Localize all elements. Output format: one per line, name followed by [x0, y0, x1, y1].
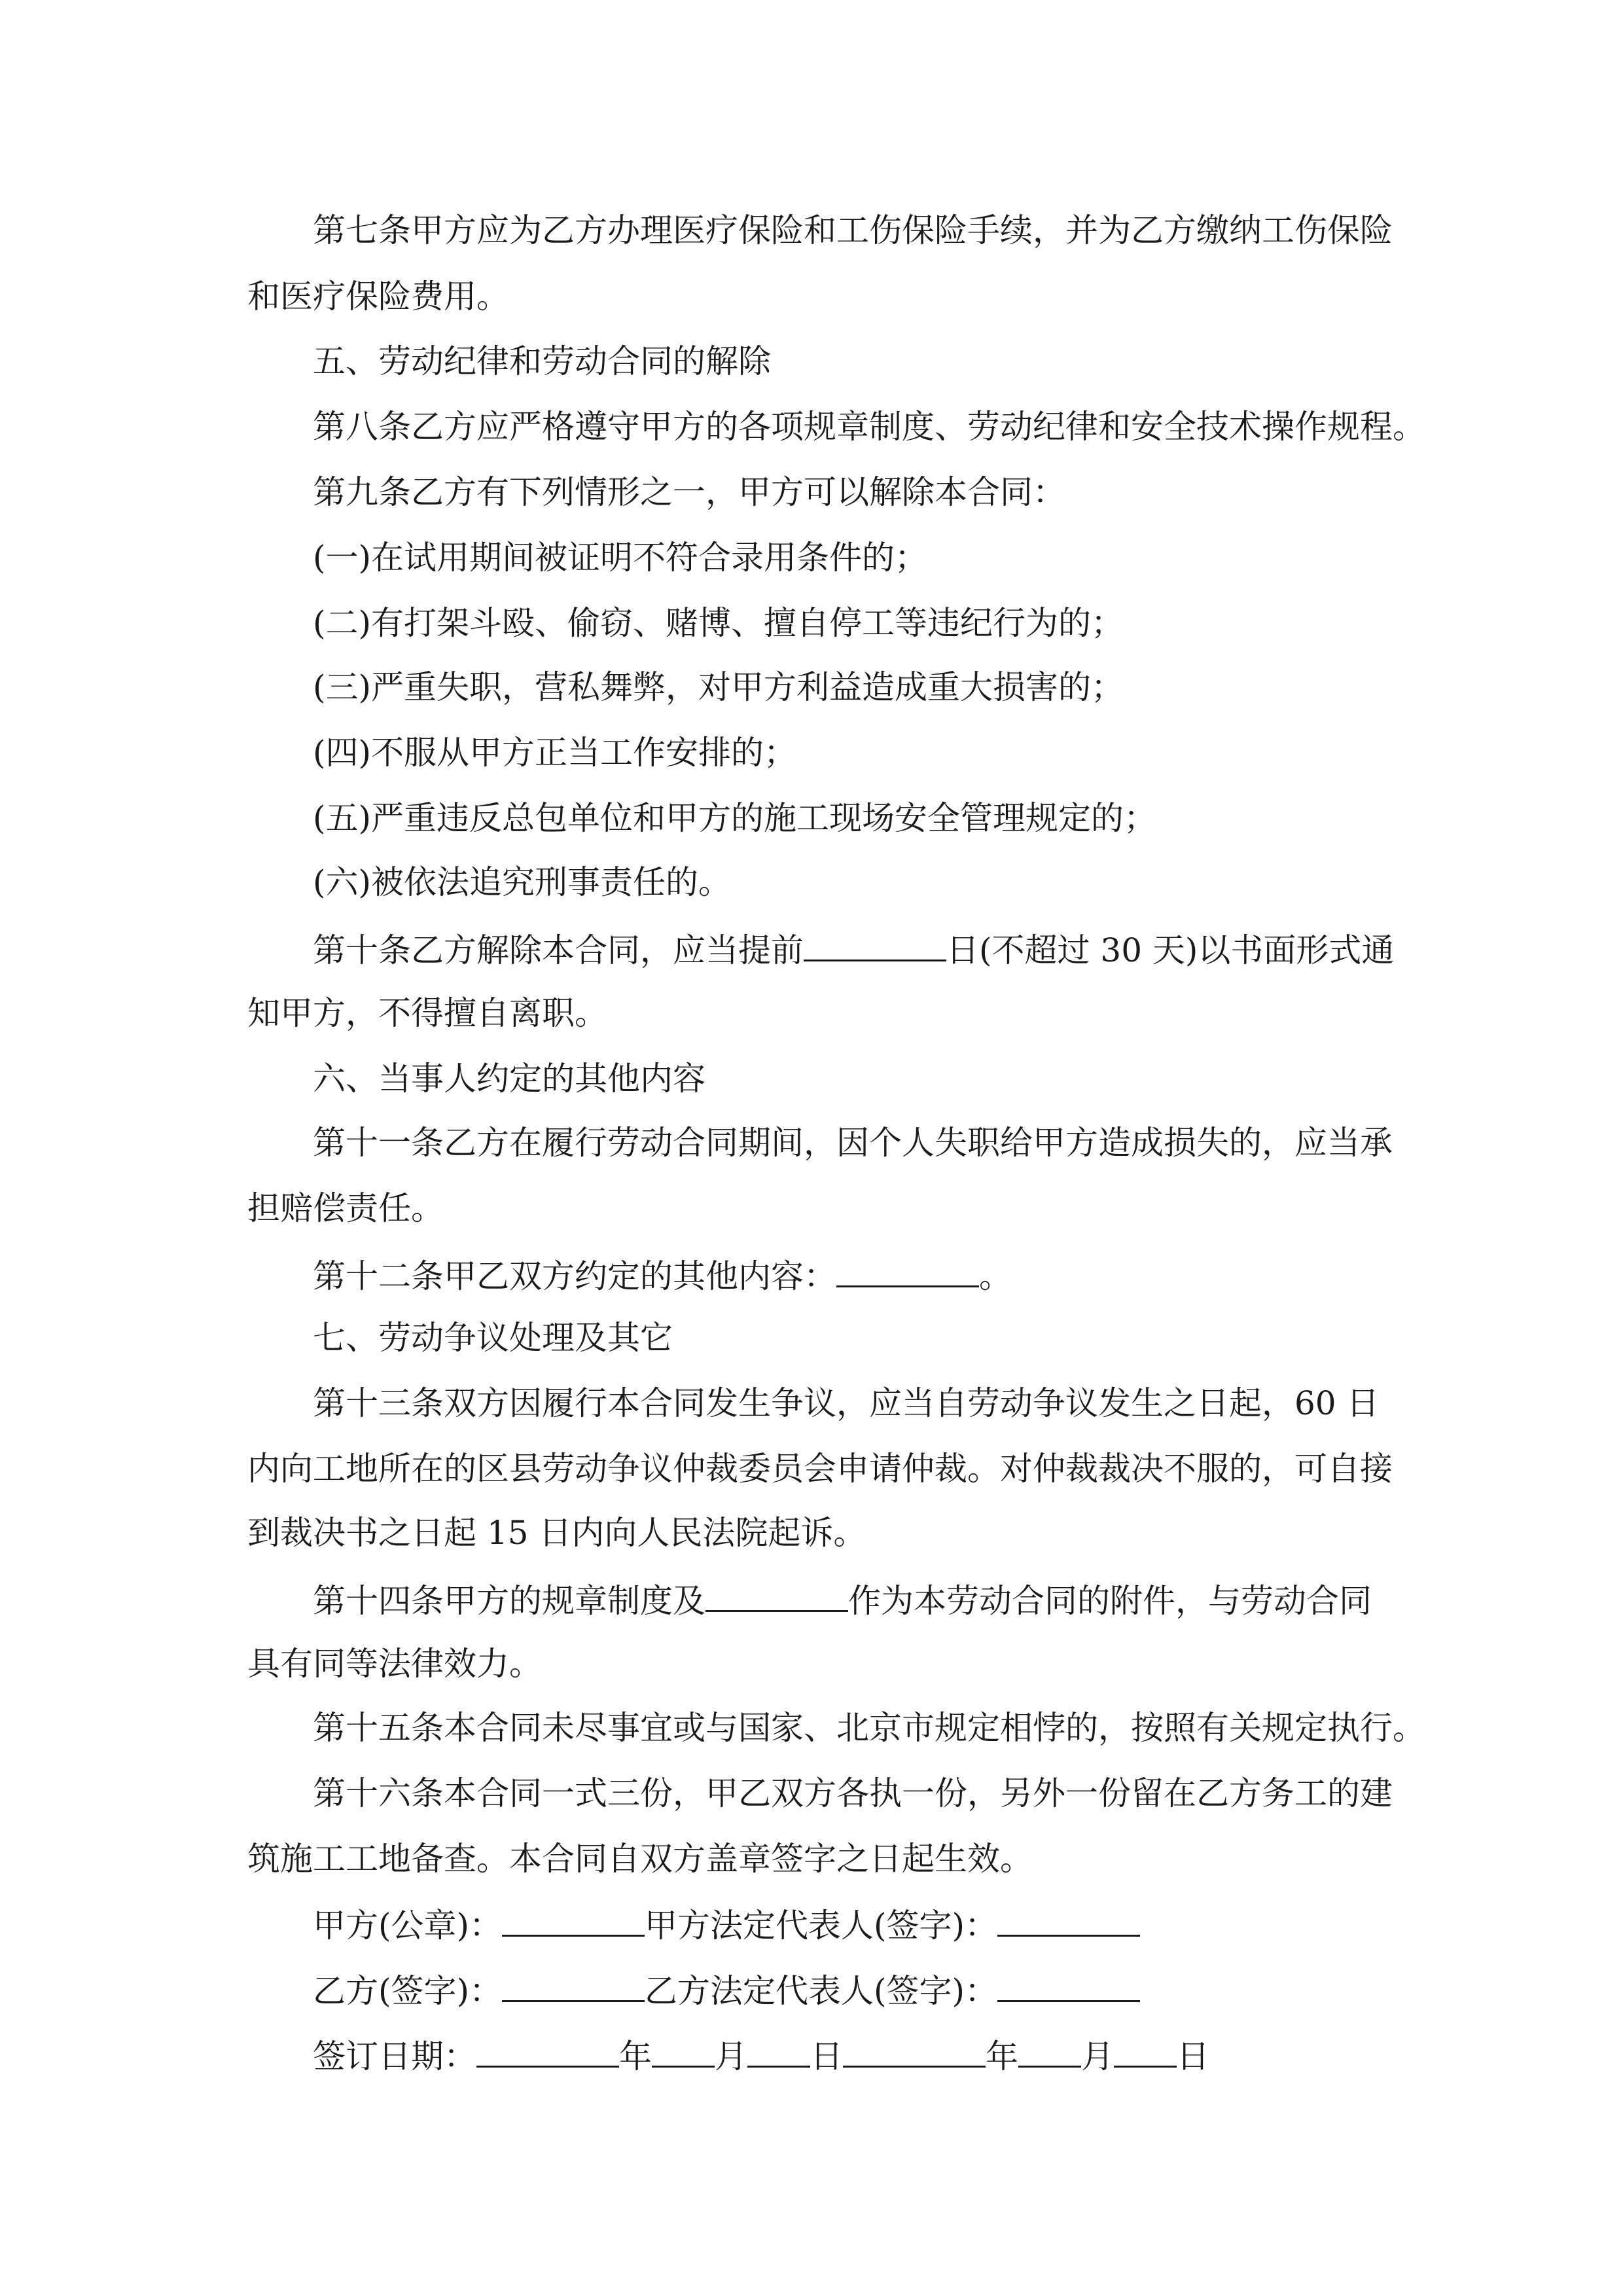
- list-item-3: (三)严重失职，营私舞弊，对甲方利益造成重大损害的；: [313, 668, 1124, 706]
- list-item-5: (五)严重违反总包单位和甲方的施工现场安全管理规定的；: [313, 799, 1157, 837]
- article-10-line-2: 知甲方，不得擅自离职。: [247, 994, 607, 1032]
- signing-date-label: 签订日期：: [313, 2037, 476, 2075]
- article-13-line-1: 第十三条双方因履行本合同发生争议，应当自劳动争议发生之日起，60 日: [313, 1384, 1380, 1422]
- month-label-1: 月: [715, 2037, 747, 2075]
- year-label-2: 年: [986, 2037, 1018, 2075]
- party-a-year-blank[interactable]: [476, 2034, 619, 2068]
- day-label-2: 日: [1177, 2037, 1209, 2075]
- party-a-rep-blank[interactable]: [997, 1903, 1140, 1937]
- article-16-line-1: 第十六条本合同一式三份，甲乙双方各执一份，另外一份留在乙方务工的建: [313, 1774, 1393, 1812]
- party-b-sign-blank[interactable]: [502, 1969, 645, 2002]
- party-b-year-blank[interactable]: [843, 2034, 986, 2068]
- month-label-2: 月: [1081, 2037, 1114, 2075]
- list-item-1: (一)在试用期间被证明不符合录用条件的；: [313, 539, 928, 577]
- article-14-line-2: 具有同等法律效力。: [247, 1645, 542, 1683]
- party-a-seal-label: 甲方(公章)：: [313, 1907, 503, 1945]
- list-item-6: (六)被依法追究刑事责任的。: [313, 863, 732, 901]
- article-12: [313, 1254, 1012, 1293]
- day-label-1: 日: [810, 2037, 843, 2075]
- party-b-day-blank[interactable]: [1114, 2034, 1177, 2068]
- signature-row-party-b: [313, 1969, 1140, 2008]
- party-a-seal-blank[interactable]: [502, 1903, 645, 1937]
- article-11-line-1: 第十一条乙方在履行劳动合同期间，因个人失职给甲方造成损失的，应当承: [313, 1124, 1393, 1162]
- party-a-month-blank[interactable]: [652, 2034, 715, 2068]
- attachment-blank[interactable]: [705, 1579, 848, 1612]
- party-b-month-blank[interactable]: [1018, 2034, 1081, 2068]
- article-14-text-a: 第十四条甲方的规章制度及: [313, 1582, 705, 1620]
- article-11-line-2: 担赔偿责任。: [247, 1189, 444, 1227]
- article-9: 第九条乙方有下列情形之一，甲方可以解除本合同：: [313, 473, 1065, 511]
- article-12-text-a: 第十二条甲乙双方约定的其他内容：: [313, 1257, 836, 1295]
- article-10-line-1: [313, 928, 1394, 967]
- article-14-line-1: [313, 1579, 1372, 1618]
- party-b-rep-blank[interactable]: [997, 1969, 1140, 2002]
- year-label-1: 年: [619, 2037, 652, 2075]
- article-7-line-2: 和医疗保险费用。: [247, 278, 509, 315]
- party-b-rep-label: 乙方法定代表人(签字)：: [645, 1972, 998, 2010]
- other-terms-blank[interactable]: [836, 1254, 979, 1287]
- article-12-text-b: 。: [979, 1257, 1012, 1295]
- article-10-text-a: 第十条乙方解除本合同，应当提前: [313, 931, 804, 969]
- article-10-text-b: 日(不超过 30 天)以书面形式通: [946, 931, 1395, 969]
- article-16-line-2: 筑施工工地备查。本合同自双方盖章签字之日起生效。: [247, 1840, 1033, 1878]
- signing-date-row: [313, 2034, 1209, 2073]
- article-7-line-1: 第七条甲方应为乙方办理医疗保险和工伤保险手续，并为乙方缴纳工伤保险: [313, 211, 1393, 249]
- section-5-heading: 五、劳动纪律和劳动合同的解除: [313, 342, 771, 380]
- section-7-heading: 七、劳动争议处理及其它: [313, 1319, 673, 1357]
- party-b-sign-label: 乙方(签字)：: [313, 1972, 503, 2010]
- article-8: 第八条乙方应严格遵守甲方的各项规章制度、劳动纪律和安全技术操作规程。: [313, 408, 1425, 446]
- party-a-day-blank[interactable]: [747, 2034, 810, 2068]
- signature-row-party-a: [313, 1903, 1140, 1943]
- list-item-2: (二)有打架斗殴、偷窃、赌博、擅自停工等违纪行为的；: [313, 604, 1124, 642]
- article-14-text-b: 作为本劳动合同的附件，与劳动合同: [848, 1582, 1372, 1620]
- party-a-rep-label: 甲方法定代表人(签字)：: [645, 1907, 998, 1945]
- article-13-line-2: 内向工地所在的区县劳动争议仲裁委员会申请仲裁。对仲裁裁决不服的，可自接: [247, 1450, 1393, 1488]
- list-item-4: (四)不服从甲方正当工作安排的；: [313, 734, 797, 772]
- notice-days-blank[interactable]: [804, 928, 946, 961]
- section-6-heading: 六、当事人约定的其他内容: [313, 1060, 705, 1098]
- article-15: 第十五条本合同未尽事宜或与国家、北京市规定相悖的，按照有关规定执行。: [313, 1709, 1425, 1747]
- article-13-line-3: 到裁决书之日起 15 日内向人民法院起诉。: [247, 1514, 866, 1552]
